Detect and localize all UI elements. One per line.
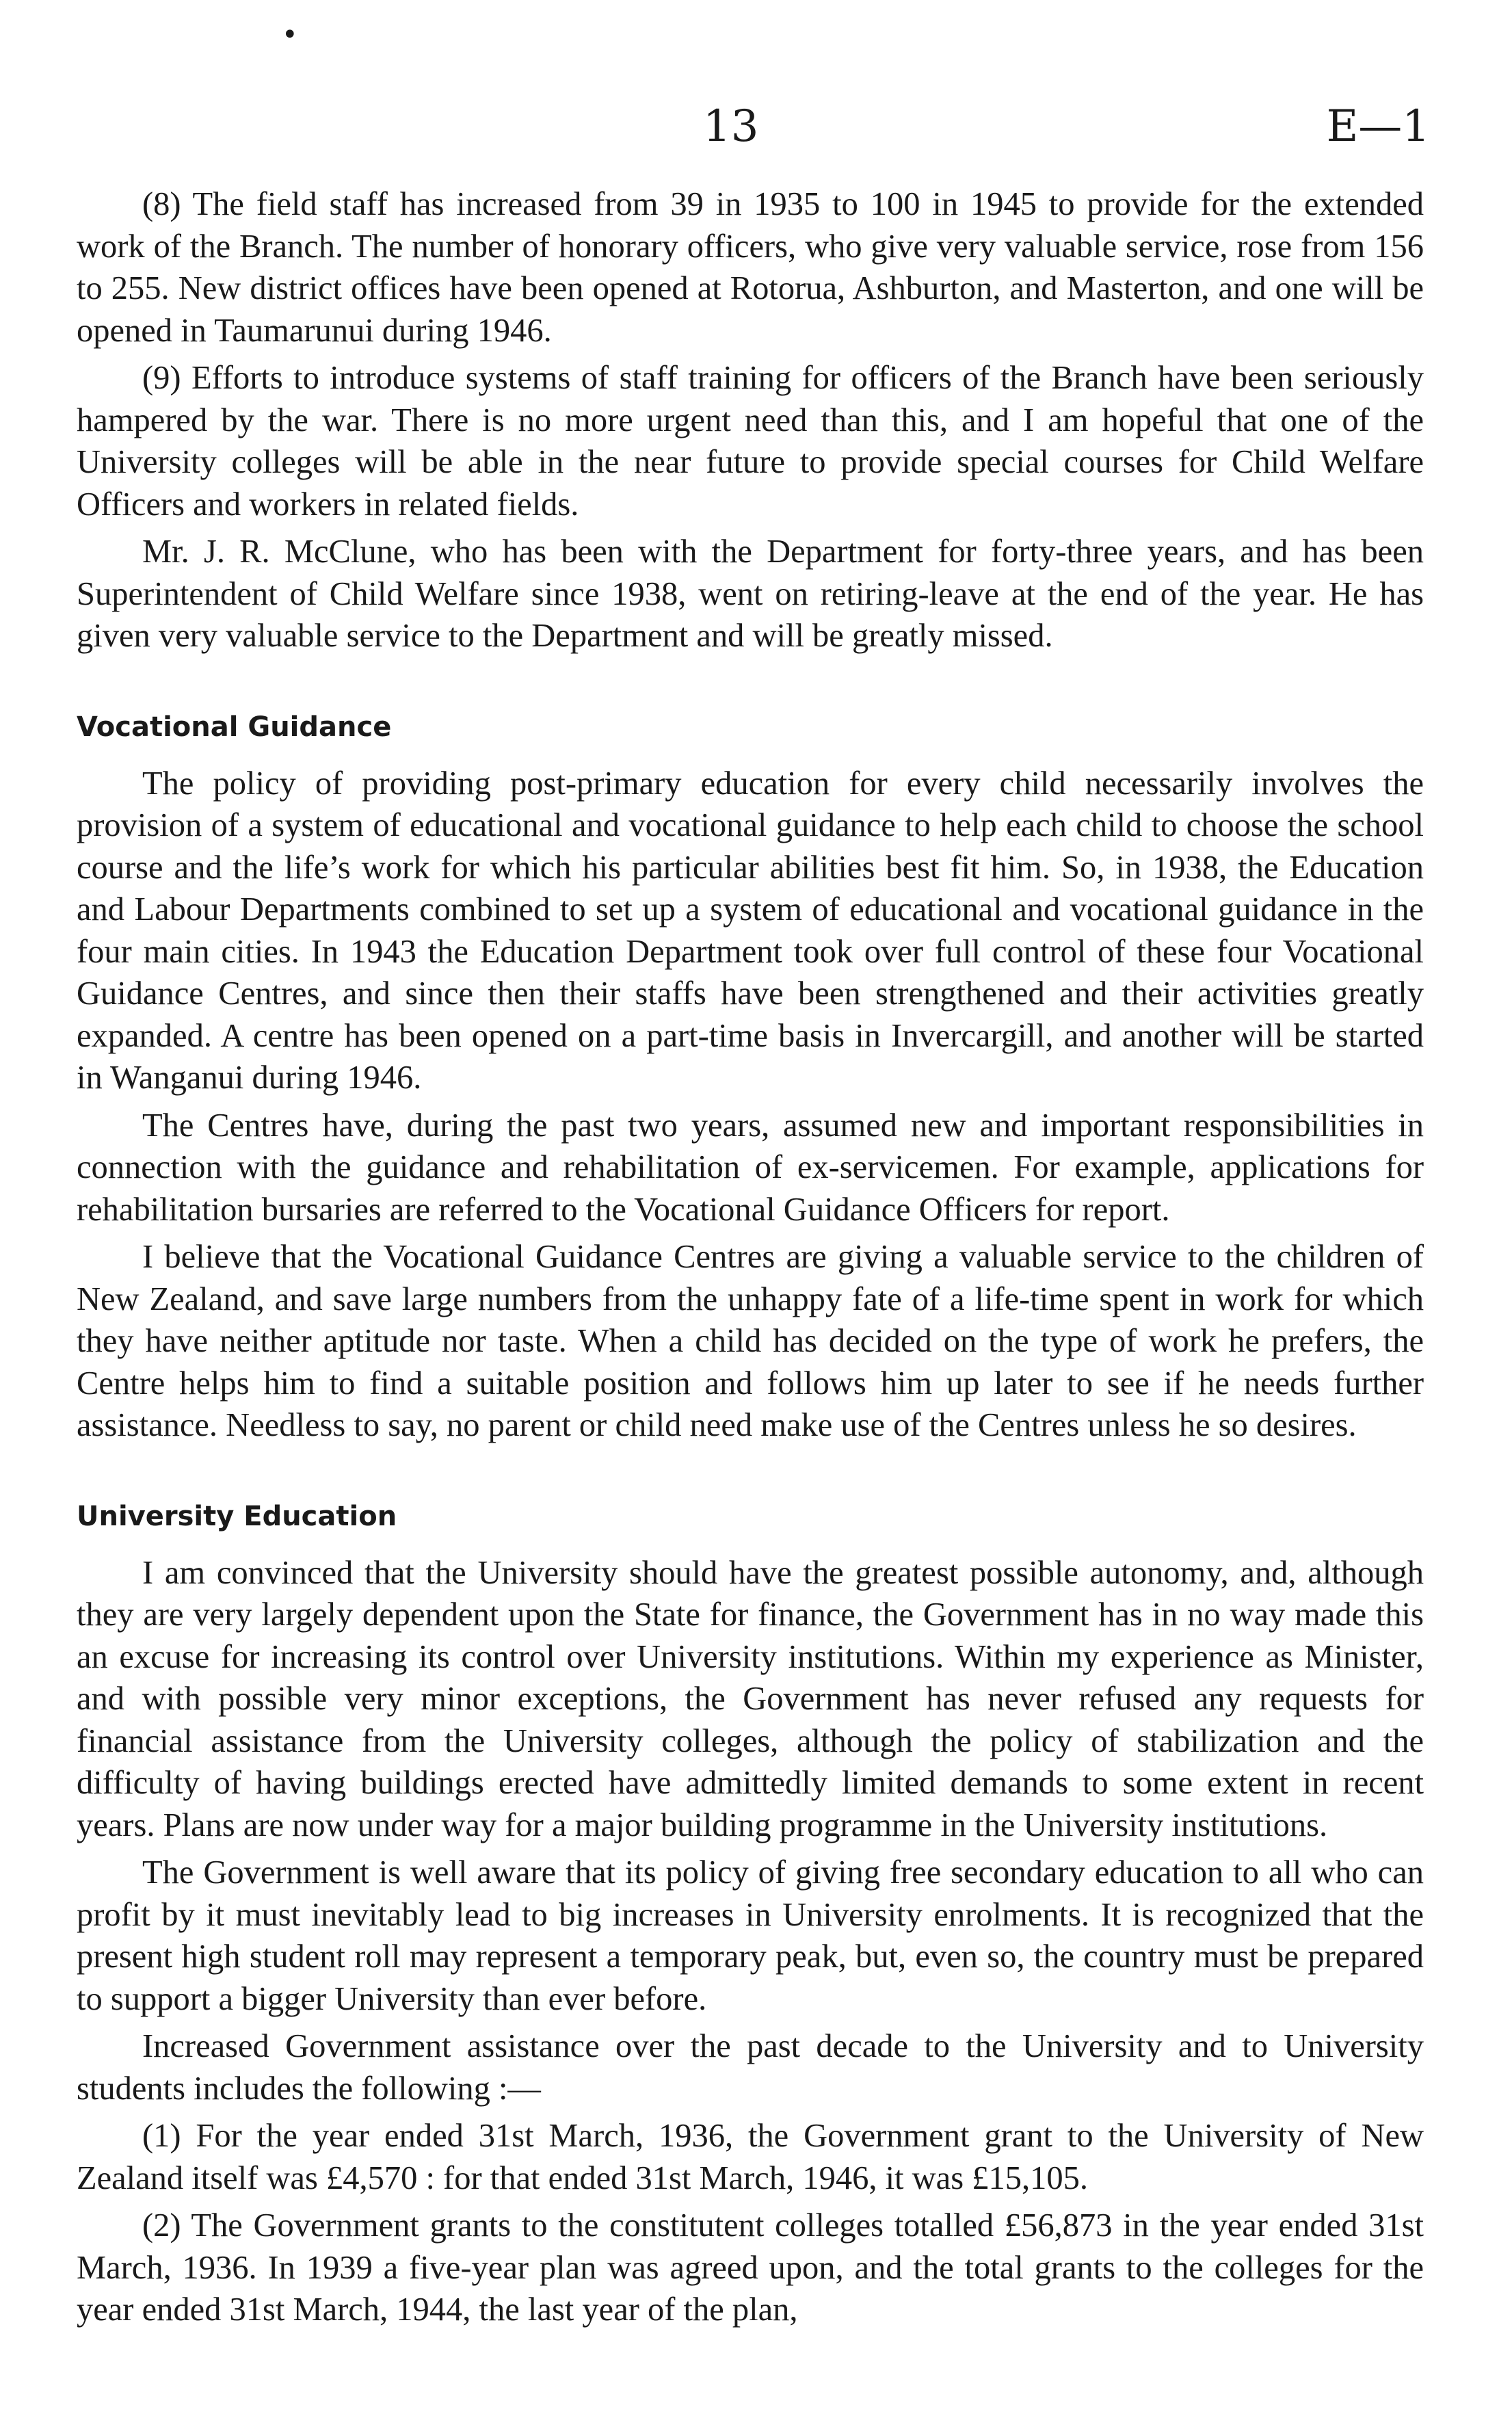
paragraph: (2) The Government grants to the constitutent colleges totalled £56,873 in the year ended 31st March, 1936. In 1939 a five-year plan was agreed upon, and the total grants to the colleges for the year ended 31st March, 1944, the last year of the plan, [77,2207,1424,2328]
page-mark: • [282,19,298,51]
section-heading-vocational-guidance: Vocational Guidance [77,711,392,743]
paragraph: (8) The field staff has increased from 39 in 1935 to 100 in 1945 to provide for the extended work of the Branch. The number of honorary officers, who give very valuable service, rose from 156 to 255. New district offices have been opened at Rotorua, Ashburton, and Masterton, and one will be opened in Taumarunui during 1946. [77,186,1424,349]
paragraph: The Government is well aware that its policy of giving free secondary education to all who can profit by it must inevitably lead to big increases in University enrolments. It is recognized that the present high student roll may represent a temporary peak, but, even so, the country must be prepared to support a bigger University than ever before. [77,1854,1424,2017]
paragraph: The Centres have, during the past two years, assumed new and important responsibilities in connection with the guidance and rehabilitation of ex-servicemen. For example, applications for rehabilitation bursaries are referred to the Vocational Guidance Officers for report. [77,1107,1424,1228]
paragraph: Increased Government assistance over the past decade to the University and to University students includes the following :— [77,2028,1424,2107]
paragraph: (1) For the year ended 31st March, 1936, the Government grant to the University of New Zealand itself was £4,570 : for that ended 31st March, 1946, it was £15,105. [77,2118,1424,2196]
body-text [77,183,1424,2337]
paragraph: The policy of providing post-primary education for every child necessarily involves the provision of a system of educational and vocational guidance to help each child to choose the school course and the life’s work for which his particular abilities best fit him. So, in 1938, the Education and Labour Departments combined to set up a system of educational and vocational guidance in the four main cities. In 1943 the Education Department took over full control of these four Vocational Guidance Centres, and since then their staffs have been strengthened and their activities greatly expanded. A centre has been opened on a part-time basis in Invercargill, and another will be started in Wanganui during 1946. [77,765,1424,1096]
paragraph: Mr. J. R. McClune, who has been with the Department for forty-three years, and has been Superintendent of Child Welfare since 1938, went on retiring-leave at the end of the year. He has given very valuable service to the Department and will be greatly missed. [77,534,1424,654]
section-heading-university-education: University Education [77,1500,397,1532]
paragraph: (9) Efforts to introduce systems of staff training for officers of the Branch have been seriously hampered by the war. There is no more urgent need than this, and I am hopeful that one of the University colleges will be able in the near future to provide special courses for Child Welfare Officers and workers in related fields. [77,360,1424,523]
paragraph: I am convinced that the University should have the greatest possible autonomy, and, although they are very largely dependent upon the State for finance, the Government has in no way made this an excuse for increasing its control over University institutions. Within my experience as Minister, and with possible very minor exceptions, the Government has never refused any requests for financial assistance from the University colleges, although the policy of stabilization and the difficulty of having buildings erected have admittedly limited demands to some extent in recent years. Plans are now under way for a major building programme in the University institutions. [77,1554,1424,1843]
paragraph: I believe that the Vocational Guidance Centres are giving a valuable service to the children of New Zealand, and save large numbers from the unhappy fate of a life-time spent in work for which they have neither aptitude nor taste. When a child has decided on the type of work he prefers, the Centre helps him to find a suitable position and follows him up later to see if he needs further assistance. Needless to say, no parent or child need make use of the Centres unless he so desires. [77,1239,1424,1443]
document-reference: E—1 [1326,101,1430,152]
page-number: 13 [703,101,759,152]
